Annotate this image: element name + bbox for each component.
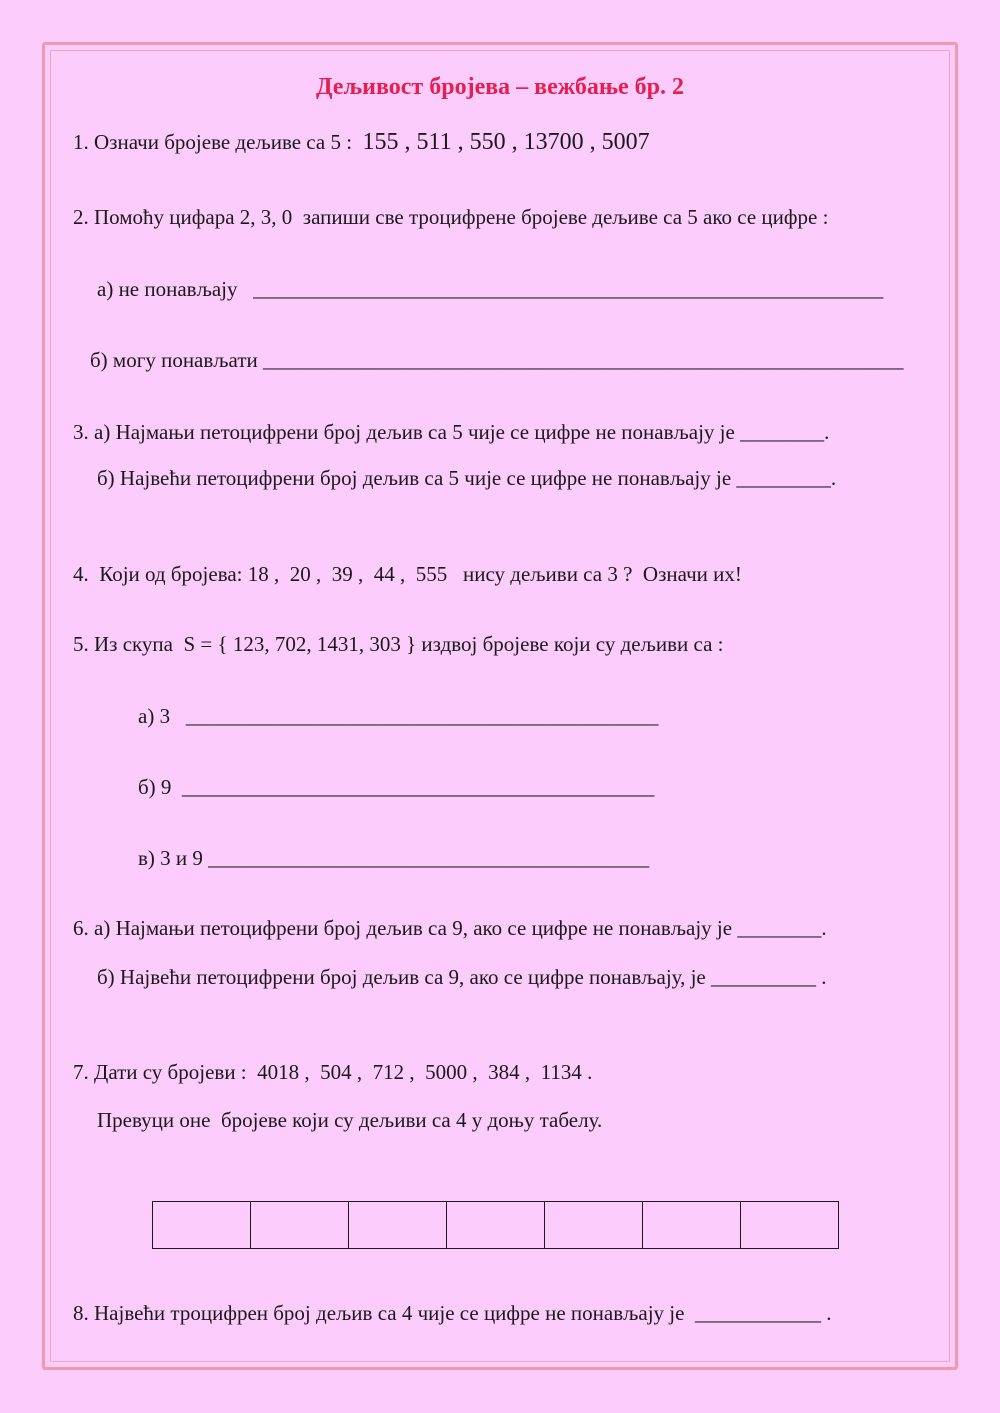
drop-cell[interactable]	[251, 1202, 349, 1249]
drop-cell[interactable]	[643, 1202, 741, 1249]
question-2b-answer-line[interactable]: б) могу понављати _____________________________________________________________	[90, 348, 904, 372]
question-1-label: 1. Означи бројеве дељиве са 5 :	[73, 130, 353, 154]
question-2-label: 2. Помоћу цифара 2, 3, 0 запиши све троцифрене бројеве дељиве са 5 ако се цифре :	[73, 205, 829, 229]
question-3b[interactable]: б) Највећи петоцифрени број дељив са 5 чије се цифре не понављају је _________.	[97, 466, 837, 490]
question-1	[73, 128, 650, 157]
question-3a[interactable]: 3. а) Најмањи петоцифрени број дељив са 5 чије се цифре не понављају је ________.	[73, 420, 830, 444]
drop-cell[interactable]	[153, 1202, 251, 1249]
drop-table	[152, 1201, 839, 1249]
drop-cell[interactable]	[741, 1202, 839, 1249]
question-5b-answer-line[interactable]: б) 9 _____________________________________________	[138, 775, 655, 799]
question-6b[interactable]: б) Највећи петоцифрени број дељив са 9, ако се цифре понављају, је __________ .	[97, 965, 827, 989]
question-1-numbers[interactable]: 155 , 511 , 550 , 13700 , 5007	[362, 129, 650, 155]
question-5a-answer-line[interactable]: а) 3 _____________________________________________	[138, 704, 659, 728]
question-2a-answer-line[interactable]: а) не понављају ____________________________________________________________	[97, 277, 884, 301]
question-4[interactable]: 4. Који од бројева: 18 , 20 , 39 , 44 , 555 нису дељиви са 3 ? Означи их!	[73, 562, 742, 586]
question-5-label: 5. Из скупа S = { 123, 702, 1431, 303 } издвој бројеве који су дељиви са :	[73, 632, 724, 656]
drop-cell[interactable]	[447, 1202, 545, 1249]
question-7-numbers[interactable]: 7. Дати су бројеви : 4018 , 504 , 712 , 5000 , 384 , 1134 .	[73, 1060, 593, 1084]
question-5c-answer-line[interactable]: в) 3 и 9 __________________________________________	[138, 846, 650, 870]
drop-cell[interactable]	[545, 1202, 643, 1249]
question-8[interactable]: 8. Највећи троцифрен број дељив са 4 чије се цифре не понављају је ____________ .	[73, 1301, 832, 1325]
question-7-instruction: Превуци оне бројеве који су дељиви са 4 у доњу табелу.	[97, 1108, 603, 1132]
drop-cell[interactable]	[349, 1202, 447, 1249]
question-6a[interactable]: 6. а) Најмањи петоцифрени број дељив са 9, ако се цифре не понављају је ________.	[73, 916, 827, 940]
worksheet-title: Дељивост бројева – вежбање бр. 2	[315, 74, 684, 100]
